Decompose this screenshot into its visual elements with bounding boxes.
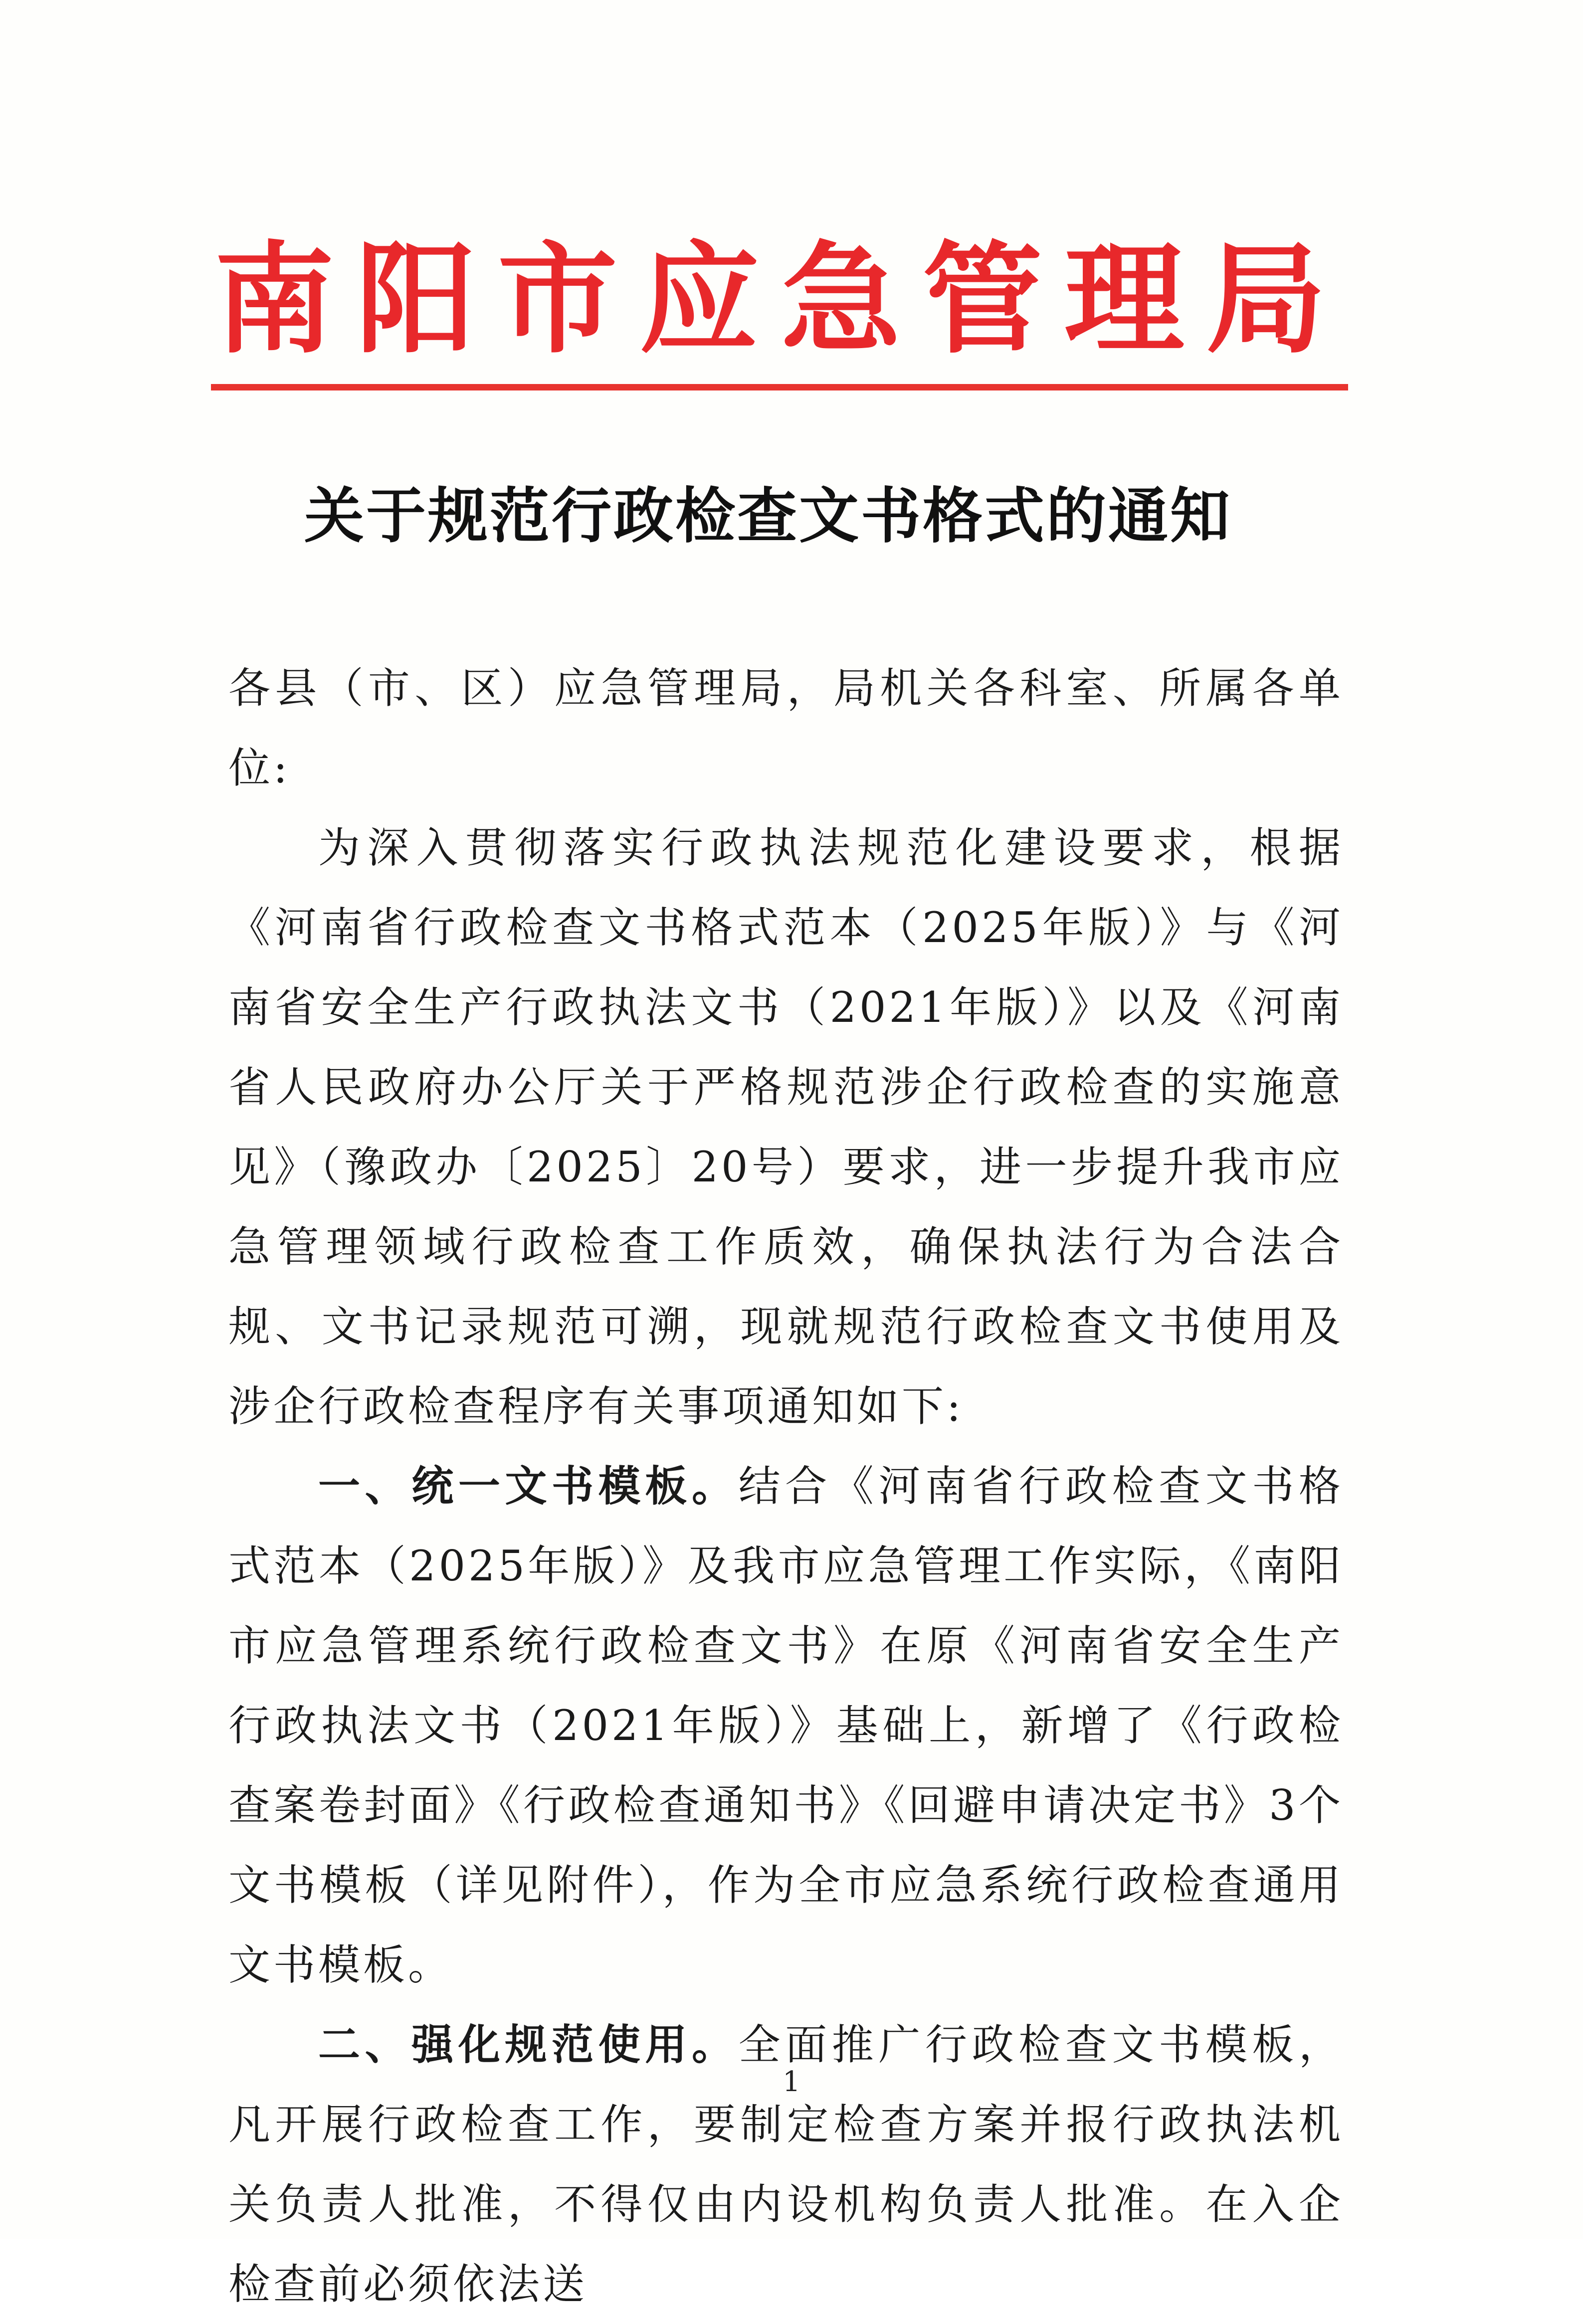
section-2-text: 全面推广行政检查文书模板，凡开展行政检查工作，要制定检查方案并报行政执法机关负责人批准，不得仅由内设机构负责人批准。在入企检查前必须依法送 xyxy=(228,2020,1344,2309)
section-1-heading: 一、统一文书模板。 xyxy=(318,1462,739,1511)
section-1-text: 结合《河南省行政检查文书格式范本（2025年版）》及我市应急管理工作实际，《南阳市应急管理系统行政检查文书》在原《河南省安全生产行政执法文书（2021年版）》基础上，新增了《行政检查案卷封面》《行政检查通知书》《回避申请决定书》3个文书模板（详见附件），作为全市应急系统行政检查通用文书模板。 xyxy=(228,1462,1344,1989)
salutation: 各县（市、区）应急管理局，局机关各科室、所属各单位: xyxy=(228,664,1344,792)
page-number: 1 xyxy=(783,2066,800,2098)
document-title: 关于规范行政检查文书格式的通知 xyxy=(304,481,1232,551)
paragraph-section-2 xyxy=(228,2005,1344,2324)
paragraph-section-1 xyxy=(228,1446,1344,2005)
letterhead-org-name: 南阳市应急管理局 xyxy=(214,229,1348,370)
letterhead-red-rule xyxy=(211,384,1348,390)
section-2-heading: 二、强化规范使用。 xyxy=(318,2020,739,2069)
paragraph-intro: 为深入贯彻落实行政执法规范化建设要求，根据《河南省行政检查文书格式范本（2025年版）》与《河南省安全生产行政执法文书（2021年版）》以及《河南省人民政府办公厅关于严格规范涉企行政检查的实施意见》（豫政办〔2025〕20号）要求，进一步提升我市应急管理领域行政检查工作质效，确保执法行为合法合规、文书记录规范可溯，现就规范行政检查文书使用及涉企行政检查程序有关事项通知如下: xyxy=(228,823,1344,1431)
